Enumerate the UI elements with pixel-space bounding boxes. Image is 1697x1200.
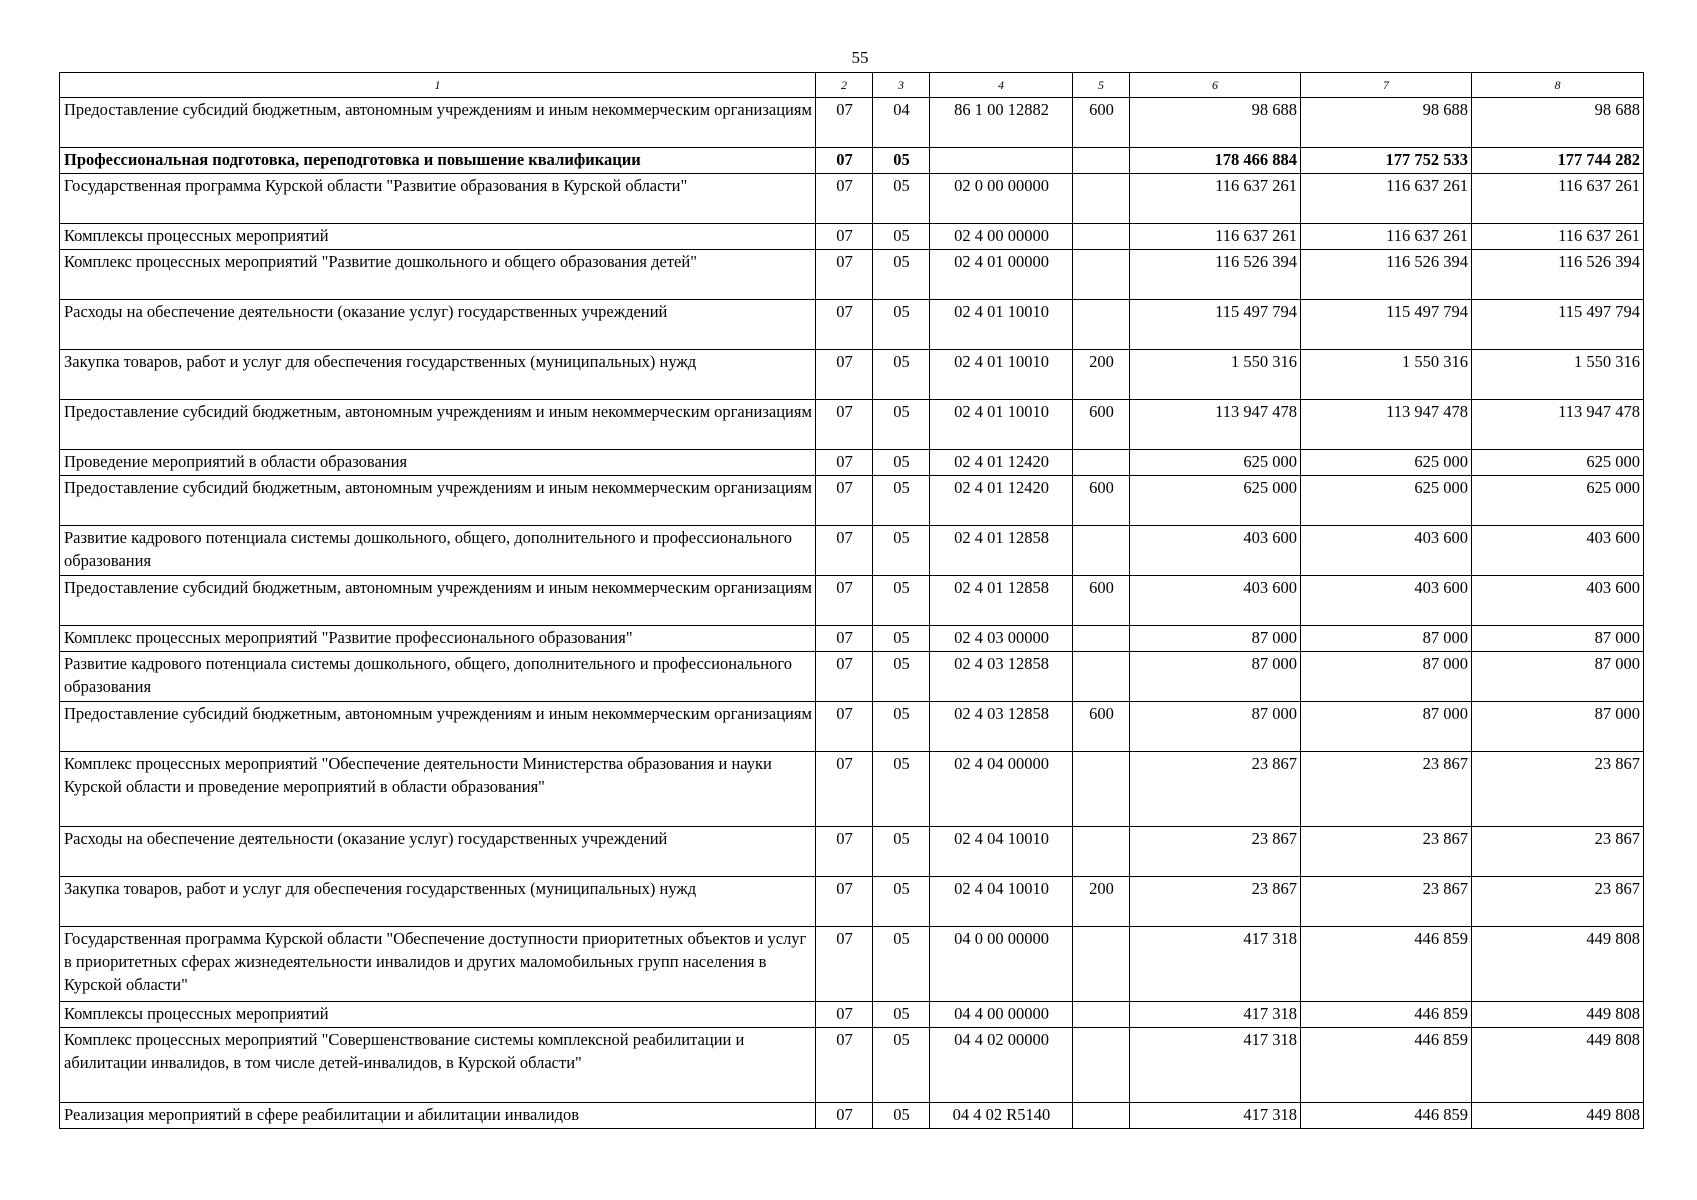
target-article-cell: 02 4 03 00000	[930, 626, 1073, 652]
section-cell: 07	[816, 526, 873, 576]
section-cell: 07	[816, 400, 873, 450]
target-article-cell: 04 4 02 R5140	[930, 1103, 1073, 1129]
section-cell: 07	[816, 827, 873, 877]
target-article-cell: 02 4 01 10010	[930, 400, 1073, 450]
amount-cell-col8: 113 947 478	[1472, 400, 1644, 450]
table-body	[60, 98, 1644, 1129]
target-article-cell: 86 1 00 12882	[930, 98, 1073, 148]
amount-cell-col8: 23 867	[1472, 827, 1644, 877]
section-cell: 07	[816, 174, 873, 224]
amount-cell-col7: 403 600	[1301, 526, 1472, 576]
description-cell: Государственная программа Курской области "Обеспечение доступности приоритетных объектов и услуг в приоритетных сферах жизнедеятельности инвалидов и других маломобильных групп населения в Курской области"	[60, 927, 816, 1002]
amount-cell-col7: 87 000	[1301, 702, 1472, 752]
amount-cell-col6: 417 318	[1130, 927, 1301, 1002]
amount-cell-col8: 403 600	[1472, 526, 1644, 576]
description-cell: Государственная программа Курской области "Развитие образования в Курской области"	[60, 174, 816, 224]
expense-type-cell	[1073, 526, 1130, 576]
column-header: 8	[1472, 73, 1644, 98]
section-cell: 07	[816, 350, 873, 400]
expense-type-cell: 600	[1073, 702, 1130, 752]
target-article-cell: 02 4 01 12420	[930, 476, 1073, 526]
amount-cell-col6: 417 318	[1130, 1103, 1301, 1129]
target-article-cell: 02 4 01 10010	[930, 300, 1073, 350]
amount-cell-col8: 23 867	[1472, 752, 1644, 827]
amount-cell-col6: 417 318	[1130, 1028, 1301, 1103]
budget-table	[59, 72, 1644, 1129]
target-article-cell: 02 4 01 12858	[930, 526, 1073, 576]
amount-cell-col6: 87 000	[1130, 626, 1301, 652]
table-row	[60, 300, 1644, 350]
table-row	[60, 98, 1644, 148]
description-cell: Комплекс процессных мероприятий "Развитие дошкольного и общего образования детей"	[60, 250, 816, 300]
target-article-cell: 02 4 03 12858	[930, 652, 1073, 702]
description-cell: Развитие кадрового потенциала системы дошкольного, общего, дополнительного и профессионального образования	[60, 652, 816, 702]
table-row	[60, 1103, 1644, 1129]
column-header: 3	[873, 73, 930, 98]
expense-type-cell	[1073, 148, 1130, 174]
amount-cell-col6: 625 000	[1130, 450, 1301, 476]
subsection-cell: 05	[873, 250, 930, 300]
amount-cell-col8: 1 550 316	[1472, 350, 1644, 400]
table-row	[60, 224, 1644, 250]
description-cell: Профессиональная подготовка, переподготовка и повышение квалификации	[60, 148, 816, 174]
target-article-cell: 02 4 04 10010	[930, 827, 1073, 877]
column-header: 1	[60, 73, 816, 98]
target-article-cell: 02 4 01 12858	[930, 576, 1073, 626]
amount-cell-col7: 23 867	[1301, 877, 1472, 927]
amount-cell-col8: 403 600	[1472, 576, 1644, 626]
section-cell: 07	[816, 300, 873, 350]
amount-cell-col7: 113 947 478	[1301, 400, 1472, 450]
section-cell: 07	[816, 1103, 873, 1129]
target-article-cell: 02 4 04 00000	[930, 752, 1073, 827]
amount-cell-col7: 1 550 316	[1301, 350, 1472, 400]
amount-cell-col6: 116 637 261	[1130, 174, 1301, 224]
table-row	[60, 350, 1644, 400]
table-row	[60, 148, 1644, 174]
amount-cell-col7: 625 000	[1301, 450, 1472, 476]
expense-type-cell	[1073, 827, 1130, 877]
subsection-cell: 05	[873, 526, 930, 576]
subsection-cell: 05	[873, 476, 930, 526]
amount-cell-col6: 417 318	[1130, 1002, 1301, 1028]
amount-cell-col7: 446 859	[1301, 1002, 1472, 1028]
amount-cell-col8: 449 808	[1472, 927, 1644, 1002]
table-row	[60, 877, 1644, 927]
subsection-cell: 05	[873, 400, 930, 450]
amount-cell-col8: 87 000	[1472, 652, 1644, 702]
amount-cell-col6: 115 497 794	[1130, 300, 1301, 350]
table-row	[60, 450, 1644, 476]
description-cell: Развитие кадрового потенциала системы дошкольного, общего, дополнительного и профессионального образования	[60, 526, 816, 576]
subsection-cell: 05	[873, 927, 930, 1002]
expense-type-cell	[1073, 652, 1130, 702]
table-row	[60, 1002, 1644, 1028]
table-row	[60, 174, 1644, 224]
table-row	[60, 400, 1644, 450]
table-row	[60, 827, 1644, 877]
target-article-cell: 04 4 02 00000	[930, 1028, 1073, 1103]
section-cell: 07	[816, 450, 873, 476]
amount-cell-col6: 87 000	[1130, 702, 1301, 752]
amount-cell-col8: 115 497 794	[1472, 300, 1644, 350]
section-cell: 07	[816, 752, 873, 827]
section-cell: 07	[816, 927, 873, 1002]
amount-cell-col6: 98 688	[1130, 98, 1301, 148]
subsection-cell: 05	[873, 300, 930, 350]
table-row	[60, 626, 1644, 652]
table-row	[60, 702, 1644, 752]
target-article-cell: 04 0 00 00000	[930, 927, 1073, 1002]
amount-cell-col6: 113 947 478	[1130, 400, 1301, 450]
amount-cell-col7: 403 600	[1301, 576, 1472, 626]
table-row	[60, 250, 1644, 300]
subsection-cell: 05	[873, 652, 930, 702]
amount-cell-col8: 98 688	[1472, 98, 1644, 148]
table-row	[60, 476, 1644, 526]
amount-cell-col7: 116 637 261	[1301, 224, 1472, 250]
subsection-cell: 05	[873, 877, 930, 927]
section-cell: 07	[816, 626, 873, 652]
amount-cell-col8: 449 808	[1472, 1002, 1644, 1028]
target-article-cell: 02 4 01 10010	[930, 350, 1073, 400]
header-row	[60, 73, 1644, 98]
amount-cell-col7: 625 000	[1301, 476, 1472, 526]
expense-type-cell: 200	[1073, 877, 1130, 927]
amount-cell-col7: 23 867	[1301, 827, 1472, 877]
expense-type-cell: 600	[1073, 400, 1130, 450]
expense-type-cell	[1073, 250, 1130, 300]
expense-type-cell: 200	[1073, 350, 1130, 400]
amount-cell-col6: 1 550 316	[1130, 350, 1301, 400]
amount-cell-col6: 23 867	[1130, 752, 1301, 827]
subsection-cell: 05	[873, 350, 930, 400]
section-cell: 07	[816, 576, 873, 626]
amount-cell-col6: 403 600	[1130, 526, 1301, 576]
description-cell: Комплексы процессных мероприятий	[60, 1002, 816, 1028]
amount-cell-col7: 446 859	[1301, 1028, 1472, 1103]
amount-cell-col6: 403 600	[1130, 576, 1301, 626]
subsection-cell: 05	[873, 1002, 930, 1028]
amount-cell-col6: 178 466 884	[1130, 148, 1301, 174]
target-article-cell: 02 4 03 12858	[930, 702, 1073, 752]
column-header: 6	[1130, 73, 1301, 98]
amount-cell-col8: 449 808	[1472, 1028, 1644, 1103]
expense-type-cell	[1073, 927, 1130, 1002]
column-header: 5	[1073, 73, 1130, 98]
table-row	[60, 652, 1644, 702]
subsection-cell: 05	[873, 1103, 930, 1129]
description-cell: Предоставление субсидий бюджетным, автономным учреждениям и иным некоммерческим организациям	[60, 476, 816, 526]
amount-cell-col8: 625 000	[1472, 476, 1644, 526]
amount-cell-col6: 116 526 394	[1130, 250, 1301, 300]
description-cell: Предоставление субсидий бюджетным, автономным учреждениям и иным некоммерческим организациям	[60, 400, 816, 450]
amount-cell-col7: 116 526 394	[1301, 250, 1472, 300]
amount-cell-col8: 116 637 261	[1472, 174, 1644, 224]
expense-type-cell	[1073, 300, 1130, 350]
target-article-cell: 02 4 00 00000	[930, 224, 1073, 250]
expense-type-cell: 600	[1073, 576, 1130, 626]
amount-cell-col7: 23 867	[1301, 752, 1472, 827]
subsection-cell: 05	[873, 752, 930, 827]
amount-cell-col8: 449 808	[1472, 1103, 1644, 1129]
amount-cell-col6: 87 000	[1130, 652, 1301, 702]
section-cell: 07	[816, 1002, 873, 1028]
section-cell: 07	[816, 224, 873, 250]
description-cell: Проведение мероприятий в области образования	[60, 450, 816, 476]
table-row	[60, 576, 1644, 626]
column-header: 2	[816, 73, 873, 98]
section-cell: 07	[816, 652, 873, 702]
amount-cell-col7: 116 637 261	[1301, 174, 1472, 224]
target-article-cell	[930, 148, 1073, 174]
expense-type-cell: 600	[1073, 476, 1130, 526]
amount-cell-col6: 23 867	[1130, 877, 1301, 927]
subsection-cell: 05	[873, 224, 930, 250]
amount-cell-col8: 116 637 261	[1472, 224, 1644, 250]
description-cell: Комплекс процессных мероприятий "Обеспечение деятельности Министерства образования и науки Курской области и проведение мероприятий в области образования"	[60, 752, 816, 827]
target-article-cell: 02 4 04 10010	[930, 877, 1073, 927]
amount-cell-col7: 87 000	[1301, 652, 1472, 702]
amount-cell-col8: 177 744 282	[1472, 148, 1644, 174]
expense-type-cell	[1073, 1103, 1130, 1129]
table-row	[60, 752, 1644, 827]
description-cell: Расходы на обеспечение деятельности (оказание услуг) государственных учреждений	[60, 827, 816, 877]
amount-cell-col7: 98 688	[1301, 98, 1472, 148]
section-cell: 07	[816, 476, 873, 526]
subsection-cell: 04	[873, 98, 930, 148]
amount-cell-col6: 116 637 261	[1130, 224, 1301, 250]
page-number: 55	[851, 48, 869, 67]
expense-type-cell	[1073, 224, 1130, 250]
subsection-cell: 05	[873, 576, 930, 626]
target-article-cell: 02 4 01 12420	[930, 450, 1073, 476]
subsection-cell: 05	[873, 450, 930, 476]
expense-type-cell	[1073, 174, 1130, 224]
table-row	[60, 526, 1644, 576]
amount-cell-col8: 23 867	[1472, 877, 1644, 927]
amount-cell-col7: 115 497 794	[1301, 300, 1472, 350]
target-article-cell: 02 4 01 00000	[930, 250, 1073, 300]
section-cell: 07	[816, 1028, 873, 1103]
amount-cell-col6: 625 000	[1130, 476, 1301, 526]
section-cell: 07	[816, 702, 873, 752]
subsection-cell: 05	[873, 827, 930, 877]
column-header: 7	[1301, 73, 1472, 98]
description-cell: Реализация мероприятий в сфере реабилитации и абилитации инвалидов	[60, 1103, 816, 1129]
table-row	[60, 927, 1644, 1002]
description-cell: Комплекс процессных мероприятий "Совершенствование системы комплексной реабилитации и абилитации инвалидов, в том числе детей-инвалидов, в Курской области"	[60, 1028, 816, 1103]
description-cell: Закупка товаров, работ и услуг для обеспечения государственных (муниципальных) нужд	[60, 877, 816, 927]
description-cell: Предоставление субсидий бюджетным, автономным учреждениям и иным некоммерческим организациям	[60, 576, 816, 626]
description-cell: Комплексы процессных мероприятий	[60, 224, 816, 250]
target-article-cell: 04 4 00 00000	[930, 1002, 1073, 1028]
expense-type-cell: 600	[1073, 98, 1130, 148]
subsection-cell: 05	[873, 702, 930, 752]
section-cell: 07	[816, 148, 873, 174]
description-cell: Расходы на обеспечение деятельности (оказание услуг) государственных учреждений	[60, 300, 816, 350]
target-article-cell: 02 0 00 00000	[930, 174, 1073, 224]
amount-cell-col7: 87 000	[1301, 626, 1472, 652]
amount-cell-col8: 87 000	[1472, 626, 1644, 652]
amount-cell-col8: 116 526 394	[1472, 250, 1644, 300]
expense-type-cell	[1073, 752, 1130, 827]
amount-cell-col6: 23 867	[1130, 827, 1301, 877]
description-cell: Предоставление субсидий бюджетным, автономным учреждениям и иным некоммерческим организациям	[60, 98, 816, 148]
subsection-cell: 05	[873, 174, 930, 224]
expense-type-cell	[1073, 1002, 1130, 1028]
expense-type-cell	[1073, 450, 1130, 476]
table-row	[60, 1028, 1644, 1103]
section-cell: 07	[816, 877, 873, 927]
section-cell: 07	[816, 98, 873, 148]
description-cell: Предоставление субсидий бюджетным, автономным учреждениям и иным некоммерческим организациям	[60, 702, 816, 752]
column-header: 4	[930, 73, 1073, 98]
amount-cell-col7: 446 859	[1301, 1103, 1472, 1129]
description-cell: Закупка товаров, работ и услуг для обеспечения государственных (муниципальных) нужд	[60, 350, 816, 400]
amount-cell-col8: 625 000	[1472, 450, 1644, 476]
subsection-cell: 05	[873, 1028, 930, 1103]
subsection-cell: 05	[873, 148, 930, 174]
expense-type-cell	[1073, 626, 1130, 652]
subsection-cell: 05	[873, 626, 930, 652]
section-cell: 07	[816, 250, 873, 300]
amount-cell-col8: 87 000	[1472, 702, 1644, 752]
amount-cell-col7: 177 752 533	[1301, 148, 1472, 174]
description-cell: Комплекс процессных мероприятий "Развитие профессионального образования"	[60, 626, 816, 652]
expense-type-cell	[1073, 1028, 1130, 1103]
amount-cell-col7: 446 859	[1301, 927, 1472, 1002]
